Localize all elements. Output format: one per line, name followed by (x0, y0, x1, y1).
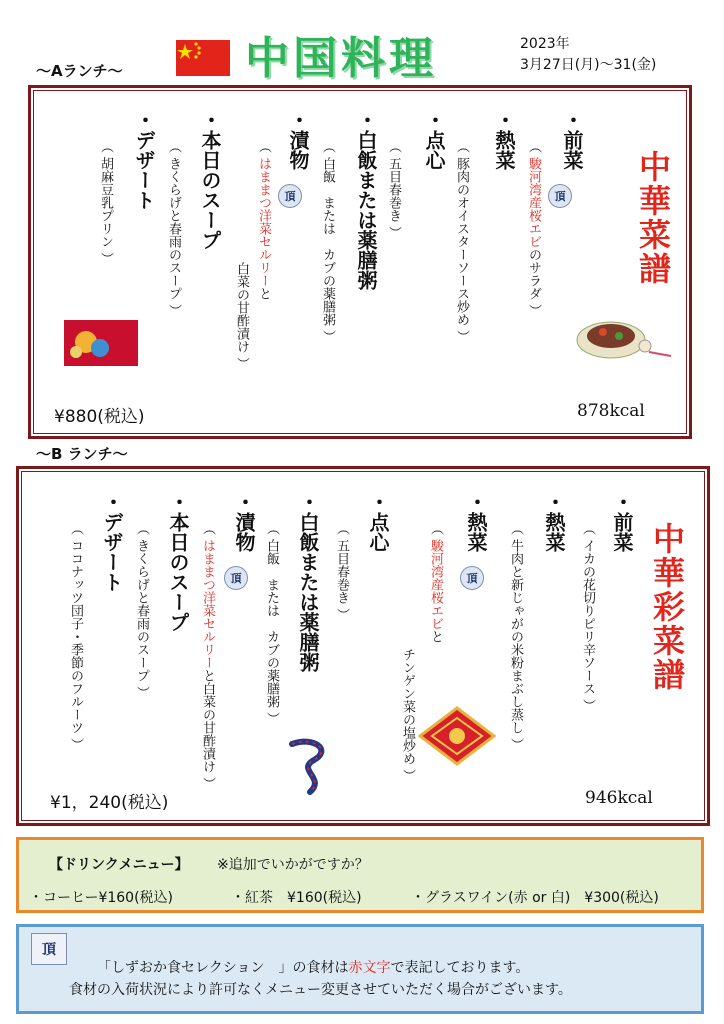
lunch-b-item: ・熱菜 (464, 492, 488, 552)
lunch-b-item-detail: （ 牛肉と新じゃがの米粉まぶし蒸し ） (508, 522, 523, 752)
lunch-a-item-detail: （ 白飯 または カブの薬膳粥 ） (320, 140, 335, 344)
lunch-a-menu-title: 中華菜譜 (634, 150, 672, 286)
lunch-b-item-detail: （ イカの花切りピリ辛ソース ） (580, 522, 595, 713)
lunch-a-item-detail: （ きくらげと春雨のスープ ） (166, 140, 181, 318)
shizuoka-badge-icon: 頂 (31, 933, 67, 965)
dish-image (575, 312, 673, 362)
lunch-b-price: ¥1，240(税込) (50, 793, 169, 813)
date-range: 3月27日(月)～31(金) (520, 57, 657, 73)
drink-heading: 【ドリンクメニュー】 (49, 857, 189, 873)
lunch-b-item: ・漬物 (232, 492, 256, 552)
shizuoka-badge-icon: 頂 (460, 566, 484, 590)
notice-box (16, 924, 704, 1014)
lunch-b-kcal: 946kcal (585, 788, 653, 808)
dragon-image (284, 736, 340, 798)
lunch-b-item-detail: （ ココナッツ団子・季節のフルーツ ） (68, 522, 83, 752)
lunch-b-item-detail: （ 白飯 または カブの薬膳粥 ） (264, 522, 279, 726)
lunch-a-item-detail: （ 駿河湾産桜エビのサラダ ） (526, 140, 541, 318)
lunch-a-item: ・点心 (422, 110, 446, 170)
lunch-a-item: ・白飯または薬膳粥 (354, 110, 378, 290)
lunch-b-item-detail: （ 五目春巻き ） (334, 522, 349, 622)
lunch-a-label: ～Aランチ～ (36, 62, 123, 80)
shizuoka-badge-icon: 頂 (224, 566, 248, 590)
notice-line-2: 食材の入荷状況により許可なくメニュー変更させていただく場合がございます。 (69, 982, 572, 998)
lunch-a-item-detail: （ 五目春巻き ） (386, 140, 401, 240)
lunch-a-item: ・漬物 (286, 110, 310, 170)
lunch-b-item: ・本日のスープ (166, 492, 190, 632)
lunch-b-item: ・点心 (366, 492, 390, 552)
lunch-a-item-detail: （ はままつ洋菜セルリーと (256, 140, 271, 301)
china-flag-icon (176, 40, 230, 76)
drink-tea: ・紅茶 ¥160(税込) (231, 890, 362, 906)
lunch-a-item-detail: （ 胡麻豆乳プリン ） (98, 140, 113, 266)
notice-line-1: 「しずおか食セレクション 」の食材は赤文字で表記しております。 (97, 960, 530, 976)
lunch-b-menu-title: 中華彩菜譜 (648, 522, 686, 692)
lunch-b-item: ・デザート (100, 492, 124, 592)
lunch-b-item: ・熱菜 (542, 492, 566, 552)
lunch-b-item-detail: （ はままつ洋菜セルリーと白菜の甘酢漬け ） (200, 522, 215, 791)
lunch-a-item-detail: （ 豚肉のオイスターソース炒め ） (454, 140, 469, 344)
lunch-a-price: ¥880(税込) (54, 407, 145, 427)
lanterns-image (64, 320, 138, 366)
lunch-b-item: ・白飯または薬膳粥 (296, 492, 320, 672)
drink-wine: ・グラスワイン(赤 or 白) ¥300(税込) (411, 890, 659, 906)
fortune-sign-image (418, 706, 496, 766)
lunch-b-item-detail: （ きくらげと春雨のスープ ） (134, 522, 149, 700)
lunch-b-item: ・前菜 (610, 492, 634, 552)
lunch-b-label: ～B ランチ～ (36, 445, 128, 463)
drink-note: ※追加でいかがですか？ (217, 857, 369, 873)
lunch-a-item-detail: 白菜の甘酢漬け ） (234, 262, 249, 371)
lunch-a-kcal: 878kcal (577, 401, 645, 421)
page-title: 中国料理 (245, 33, 437, 84)
drink-menu-box (16, 837, 704, 913)
lunch-b-item-detail: （ 駿河湾産桜エビと (428, 522, 443, 644)
lunch-b-item-detail: チンゲン菜の塩炒め ） (400, 648, 415, 783)
lunch-a-item: ・熱菜 (492, 110, 516, 170)
shizuoka-badge-icon: 頂 (278, 184, 302, 208)
lunch-a-item: ・本日のスープ (198, 110, 222, 250)
drink-coffee: ・コーヒー¥160(税込) (29, 890, 173, 906)
lunch-a-item: ・デザート (132, 110, 156, 210)
shizuoka-badge-icon: 頂 (548, 184, 572, 208)
date-year: 2023年 (520, 36, 570, 52)
lunch-a-item: ・前菜 (560, 110, 584, 170)
